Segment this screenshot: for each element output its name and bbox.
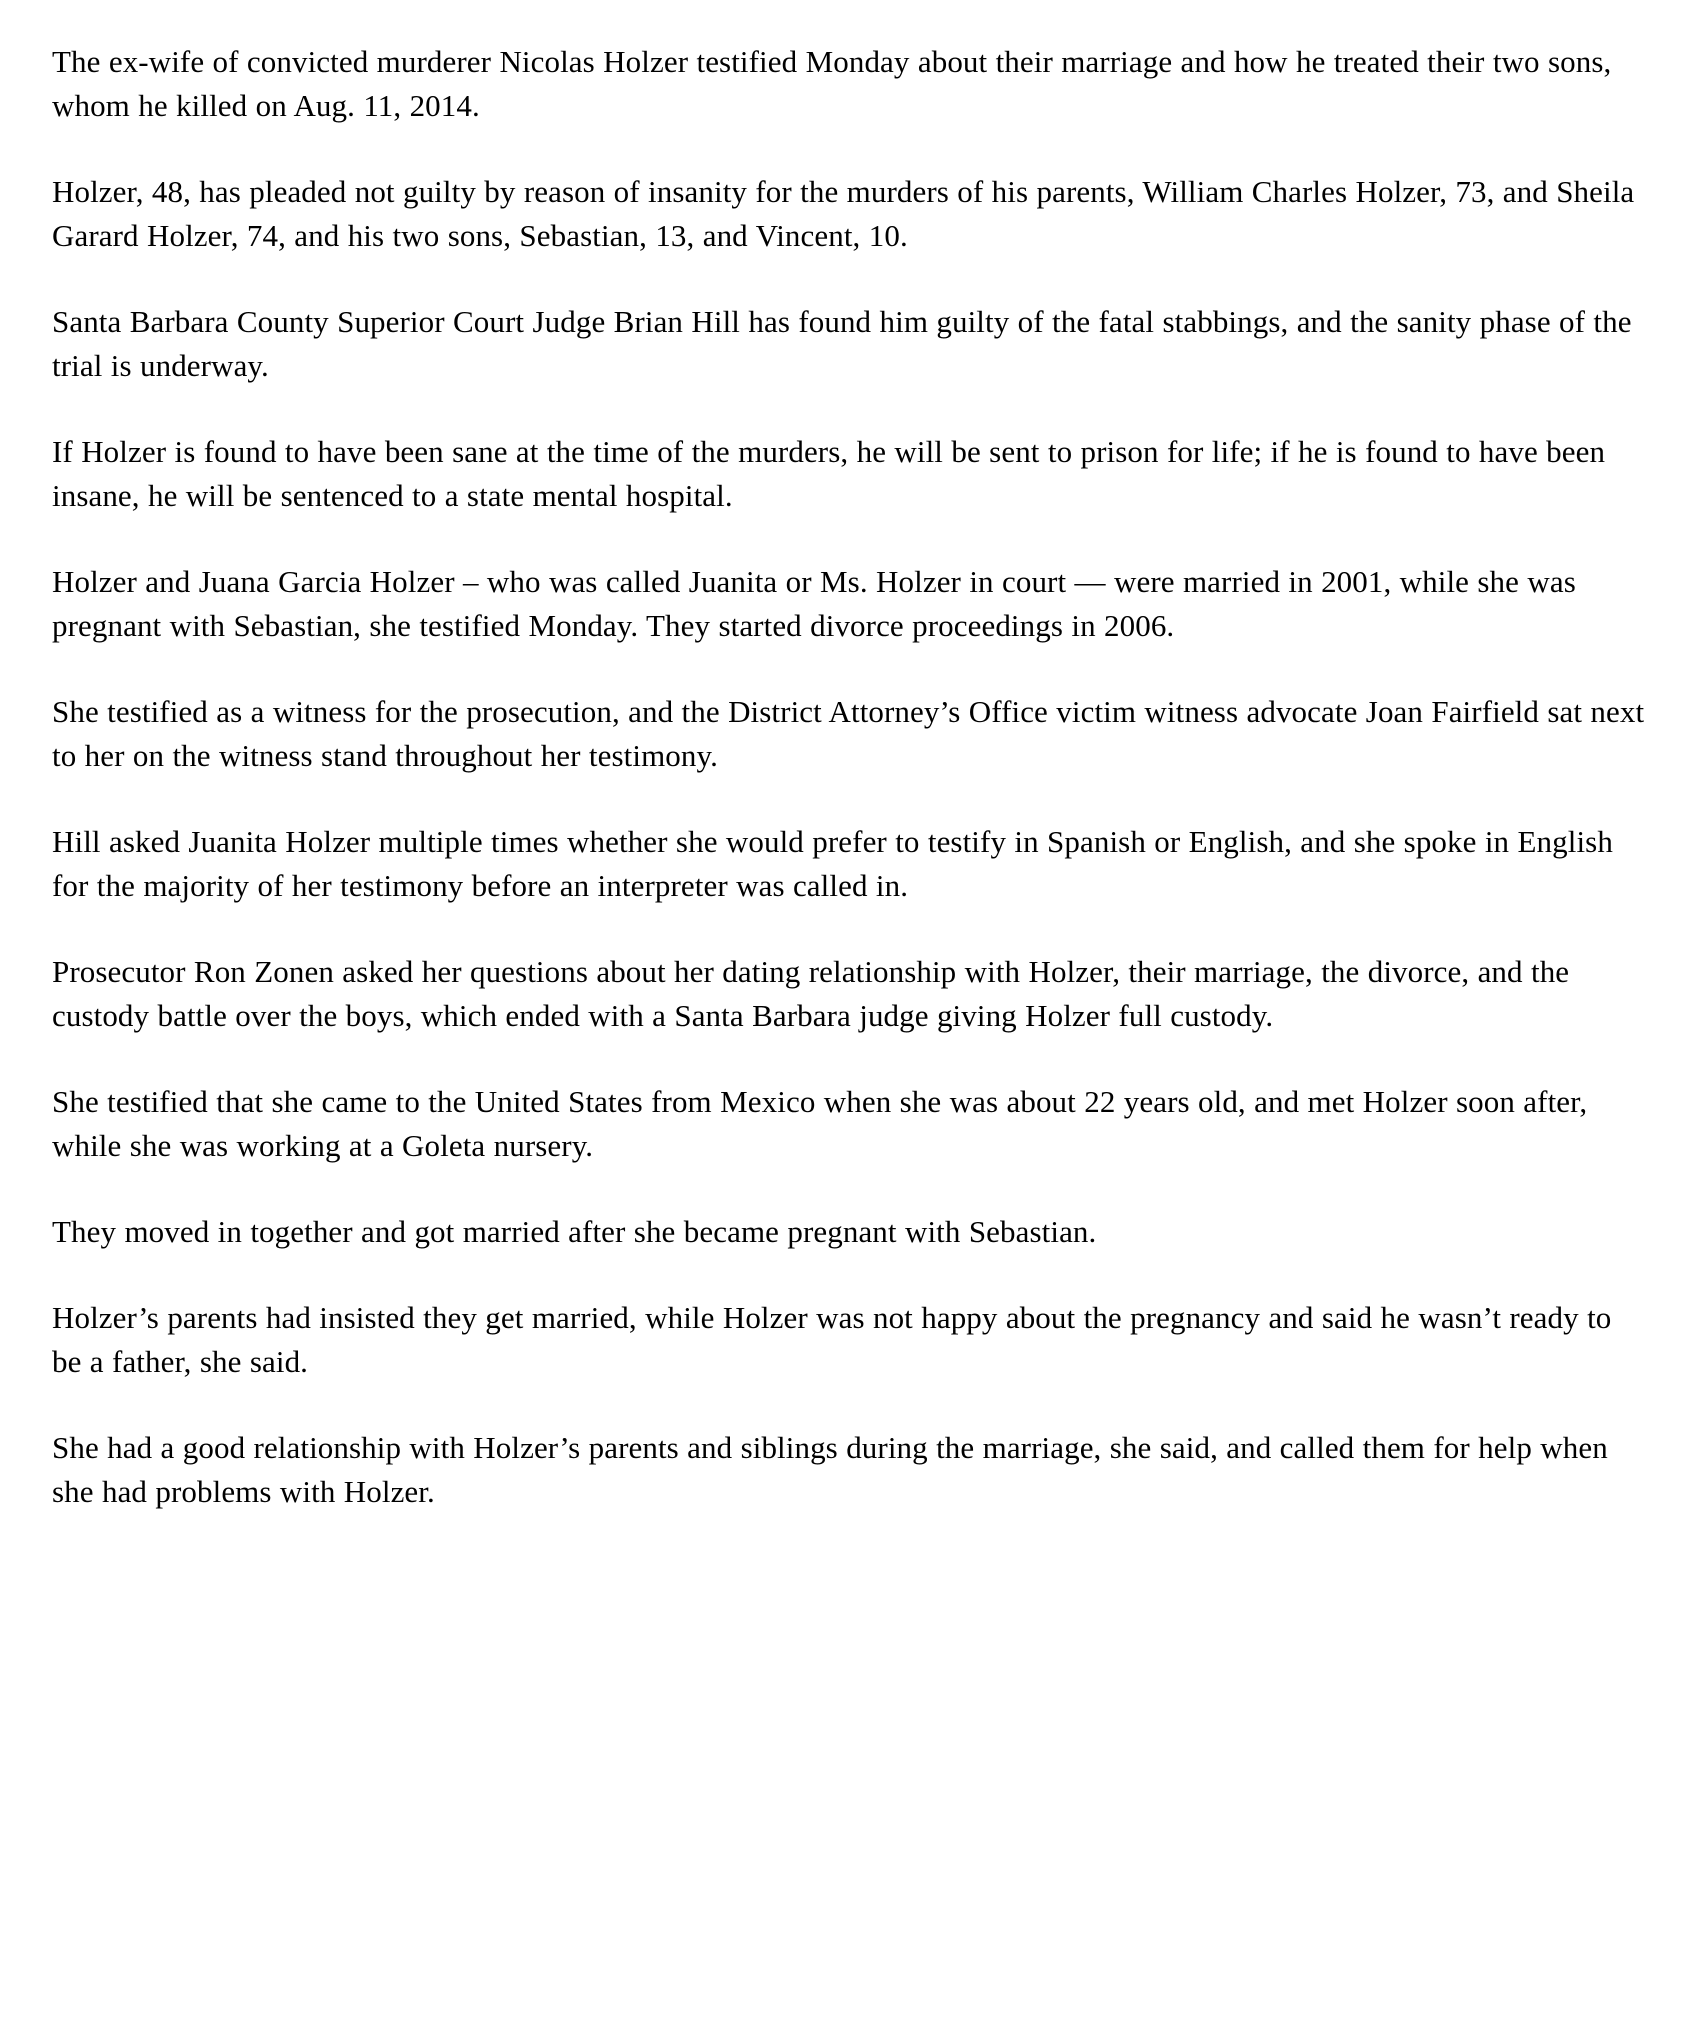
paragraph: Prosecutor Ron Zonen asked her questions about her dating relationship with Holzer, their marriage, the divorce, and the custody battle over the boys, which ended with a Santa Barbara judge giving Holzer full custody.: [52, 954, 1570, 1034]
paragraph: Holzer’s parents had insisted they get married, while Holzer was not happy about the pregnancy and said he wasn’t ready to be a father, she said.: [52, 1300, 1612, 1380]
paragraph: Hill asked Juanita Holzer multiple times whether she would prefer to testify in Spanish or English, and she spoke in English for the majority of her testimony before an interpreter was called in.: [52, 824, 1613, 904]
paragraph: She had a good relationship with Holzer’s parents and siblings during the marriage, she said, and called them for help when she had problems with Holzer.: [52, 1430, 1608, 1510]
paragraph: Holzer, 48, has pleaded not guilty by reason of insanity for the murders of his parents, William Charles Holzer, 73, and Sheila Garard Holzer, 74, and his two sons, Sebastian, 13, and Vincent, 10.: [52, 174, 1635, 254]
paragraph: Santa Barbara County Superior Court Judge Brian Hill has found him guilty of the fatal stabbings, and the sanity phase of the trial is underway.: [52, 304, 1632, 384]
paragraph: She testified as a witness for the prosecution, and the District Attorney’s Office victim witness advocate Joan Fairfield sat next to her on the witness stand throughout her testimony.: [52, 694, 1645, 774]
article-body: [52, 40, 1648, 1514]
paragraph: Holzer and Juana Garcia Holzer – who was called Juanita or Ms. Holzer in court — were married in 2001, while she was pregnant with Sebastian, she testified Monday. They started divorce proceedings in 2006.: [52, 564, 1576, 644]
paragraph: The ex-wife of convicted murderer Nicolas Holzer testified Monday about their marriage and how he treated their two sons, whom he killed on Aug. 11, 2014.: [52, 44, 1612, 124]
paragraph: She testified that she came to the United States from Mexico when she was about 22 years old, and met Holzer soon after, while she was working at a Goleta nursery.: [52, 1084, 1588, 1164]
paragraph: They moved in together and got married after she became pregnant with Sebastian.: [52, 1214, 1097, 1250]
paragraph: If Holzer is found to have been sane at the time of the murders, he will be sent to prison for life; if he is found to have been insane, he will be sentenced to a state mental hospital.: [52, 434, 1606, 514]
